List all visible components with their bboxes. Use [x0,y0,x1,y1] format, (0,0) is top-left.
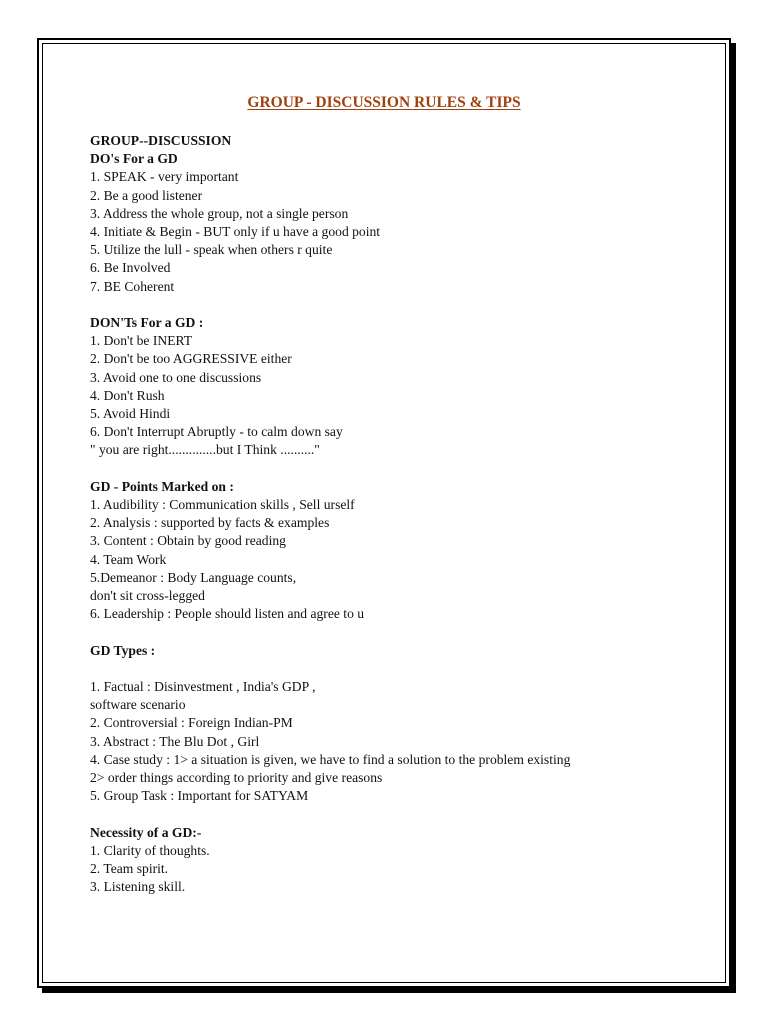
list-item: 5. Group Task : Important for SATYAM [90,788,309,804]
list-item: 3. Abstract : The Blu Dot , Girl [90,733,260,749]
list-item: 2. Be a good listener [90,187,203,203]
dos-section [90,132,710,296]
list-item: 7. BE Coherent [90,278,175,294]
list-item: 5. Avoid Hindi [90,406,171,422]
list-item: 4. Initiate & Begin - BUT only if u have a good point [90,224,381,240]
list-item: 6. Don't Interrupt Abruptly - to calm down say [90,424,343,440]
list-item: don't sit cross-legged [90,588,205,604]
points-section [90,478,710,624]
spacer [90,623,710,641]
list-item: 1. Audibility : Communication skills , Sell urself [90,497,355,513]
types-section [90,642,710,806]
list-item: 6. Leadership : People should listen and agree to u [90,606,365,622]
section-heading-points: GD - Points Marked on : [90,478,234,494]
section-heading-group-discussion: GROUP--DISCUSSION [90,133,232,148]
list-item: " you are right..............but I Think .........." [90,442,320,458]
list-item: 3. Avoid one to one discussions [90,369,262,385]
list-item: 1. SPEAK - very important [90,169,239,185]
donts-section [90,314,710,460]
list-item: 4. Case study : 1> a situation is given, we have to find a solution to the problem existing [90,751,571,767]
list-item: 4. Team Work [90,551,167,567]
section-heading-donts: DON'Ts For a GD : [90,315,204,331]
list-item: 6. Be Involved [90,260,171,276]
document-title: GROUP - DISCUSSION RULES & TIPS [247,94,521,111]
section-heading-necessity: Necessity of a GD:- [90,824,202,840]
list-item: 2. Don't be too AGGRESSIVE either [90,351,292,367]
list-item: 2> order things according to priority and give reasons [90,770,383,786]
list-item: 2. Controversial : Foreign Indian-PM [90,715,293,731]
list-item: 1. Clarity of thoughts. [90,842,210,858]
spacer [90,460,710,478]
list-item: software scenario [90,697,186,713]
list-item: 2. Analysis : supported by facts & examples [90,515,330,531]
list-item: 3. Address the whole group, not a single person [90,205,349,221]
list-item: 4. Don't Rush [90,387,165,403]
list-item: 2. Team spirit. [90,861,169,877]
section-heading-types: GD Types : [90,642,156,658]
list-item: 3. Content : Obtain by good reading [90,533,286,549]
list-item: 5. Utilize the lull - speak when others r quite [90,242,333,258]
spacer [90,660,710,678]
section-heading-dos: DO's For a GD [90,151,178,167]
necessity-section [90,824,710,897]
document-body [90,132,710,896]
spacer [90,805,710,823]
list-item: 1. Factual : Disinvestment , India's GDP , [90,679,316,695]
list-item: 3. Listening skill. [90,879,186,895]
list-item: 1. Don't be INERT [90,333,193,349]
list-item: 5.Demeanor : Body Language counts, [90,569,297,585]
spacer [90,296,710,314]
